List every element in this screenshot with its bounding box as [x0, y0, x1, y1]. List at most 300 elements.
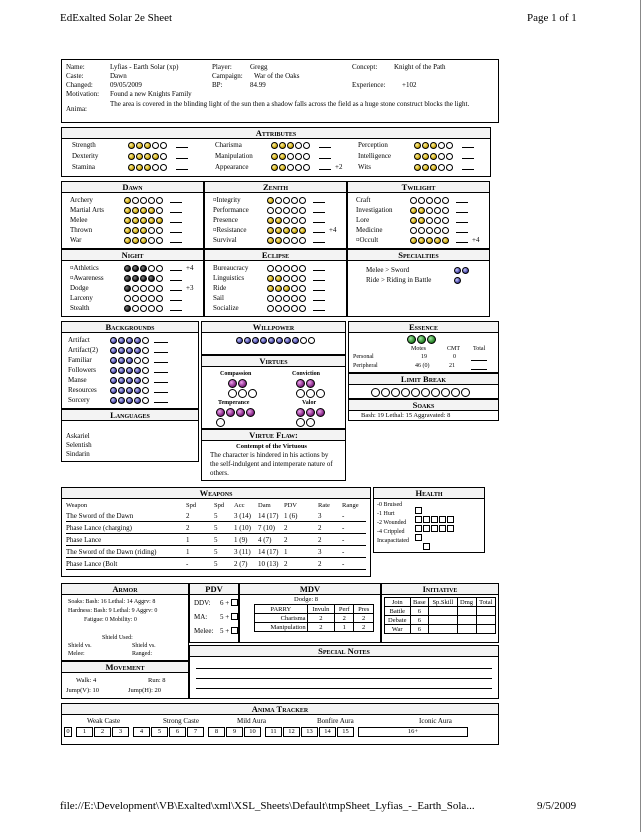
- empty-dot: [371, 388, 380, 397]
- filled-dot: [148, 207, 155, 214]
- attribute-row: [72, 152, 207, 162]
- empty-dot: [434, 197, 441, 204]
- empty-dot: [275, 265, 282, 272]
- empty-dot: [451, 388, 460, 397]
- attribute-bonus-line: [462, 163, 474, 170]
- attribute-label: Stamina: [72, 163, 95, 171]
- health-box: [439, 525, 446, 532]
- ability-label: Stealth: [70, 304, 90, 312]
- ability-dots: [124, 275, 163, 282]
- filled-dot: [118, 377, 125, 384]
- filled-dot: [126, 347, 133, 354]
- filled-dot: [296, 408, 305, 417]
- ability-bonus-line: [313, 284, 325, 291]
- ability-label: Lore: [356, 216, 370, 224]
- ability-row: [70, 206, 200, 216]
- ability-label: Investigation: [356, 206, 393, 214]
- filled-dot: [156, 217, 163, 224]
- empty-dot: [303, 153, 310, 160]
- filled-dot: [296, 379, 305, 388]
- empty-dot: [299, 305, 306, 312]
- ability-row: [213, 304, 343, 314]
- total-label: Total: [473, 346, 486, 352]
- health-label: -4 Crippled: [377, 529, 405, 535]
- anima-tracker-header: Anima Tracker: [62, 704, 498, 715]
- filled-dot: [275, 285, 282, 292]
- mdv-cell: 2: [307, 623, 335, 632]
- filled-dot: [454, 277, 461, 284]
- weapon-cell: 5: [214, 524, 218, 532]
- background-line: [154, 356, 168, 363]
- ability-row: [70, 216, 200, 226]
- init-base: 6: [410, 607, 429, 616]
- ability-row: [213, 236, 343, 246]
- attributes-box: [61, 127, 491, 177]
- filled-dot: [134, 347, 141, 354]
- weapon-cell: Phase Lance: [66, 536, 102, 544]
- attribute-dots: [271, 153, 310, 160]
- ability-bonus-line: [456, 206, 468, 213]
- soaks-values: Bash: 19 Lethal: 15 Aggravated: 8: [361, 412, 451, 419]
- filled-dot: [140, 207, 147, 214]
- weapon-cell: 5: [214, 548, 218, 556]
- ability-twilight-header: Twilight: [348, 182, 489, 193]
- mdv-col: PARRY: [255, 605, 308, 614]
- empty-dot: [142, 337, 149, 344]
- special-notes-header: Special Notes: [190, 646, 498, 657]
- ability-dots: [267, 295, 306, 302]
- health-boxes: [423, 537, 431, 555]
- filled-dot: [144, 164, 151, 171]
- melee-label: Melee:: [68, 651, 85, 657]
- player-value: Gregg: [250, 63, 268, 71]
- melee-pdv-label: Melee:: [194, 627, 214, 635]
- ability-row: [213, 264, 343, 274]
- ddv-label: DDV:: [194, 599, 211, 607]
- attribute-dots: [271, 164, 310, 171]
- health-label: -2 Wounded: [377, 520, 407, 526]
- health-box: [373, 487, 485, 553]
- essence-box: [348, 321, 499, 373]
- ability-bonus-line: [170, 284, 182, 291]
- peripheral-cmt: 21: [449, 363, 455, 369]
- armor-box: [61, 583, 189, 661]
- empty-dot: [299, 265, 306, 272]
- shield-vs-ranged: Shield vs.: [132, 643, 156, 649]
- empty-dot: [442, 207, 449, 214]
- ability-bonus-line: [313, 196, 325, 203]
- attribute-dots: [414, 142, 453, 149]
- ability-row: [356, 236, 486, 246]
- filled-dot: [414, 153, 421, 160]
- ability-eclipse-box: [204, 249, 347, 317]
- peripheral-label: Peripheral: [353, 363, 378, 369]
- valor-label: Valor: [302, 400, 317, 406]
- empty-dot: [418, 197, 425, 204]
- weapon-cell: 3: [318, 548, 322, 556]
- changed-value: 09/05/2009: [110, 81, 142, 89]
- specialty-dots: [454, 267, 469, 274]
- ability-label: Presence: [213, 216, 238, 224]
- filled-dot: [275, 275, 282, 282]
- empty-dot: [316, 389, 325, 398]
- filled-dot: [410, 217, 417, 224]
- attribute-label: Charisma: [215, 141, 242, 149]
- anima-tracker-box: [61, 703, 499, 745]
- jumpv-value: Jump(V): 10: [66, 687, 100, 694]
- empty-dot: [283, 197, 290, 204]
- ability-row: [70, 236, 200, 246]
- ability-row: [213, 274, 343, 284]
- filled-dot: [418, 207, 425, 214]
- weapon-cell: The Sword of the Dawn (riding): [66, 548, 157, 556]
- languages-header: Languages: [62, 410, 198, 421]
- filled-dot: [134, 387, 141, 394]
- filled-dot: [216, 408, 225, 417]
- ability-label: Larceny: [70, 294, 93, 302]
- caste-label: Caste:: [66, 72, 84, 80]
- anima-cell: 3: [112, 727, 129, 737]
- anima-level-label: Weak Caste: [87, 717, 121, 725]
- filled-dot: [148, 217, 155, 224]
- conviction-empty: [296, 389, 325, 398]
- ability-dots: [124, 265, 163, 272]
- filled-dot: [126, 357, 133, 364]
- empty-dot: [142, 367, 149, 374]
- weapon-col-header: Spd: [214, 502, 225, 509]
- ability-bonus-line: [313, 236, 325, 243]
- ability-dots: [267, 237, 306, 244]
- ability-label: Linguistics: [213, 274, 245, 282]
- filled-dot: [124, 305, 131, 312]
- attribute-row: [358, 152, 493, 162]
- empty-dot: [291, 295, 298, 302]
- jumph-value: Jump(H): 20: [128, 687, 162, 694]
- attribute-bonus-line: [462, 141, 474, 148]
- ability-dots: [124, 217, 163, 224]
- ability-dots: [267, 305, 306, 312]
- empty-dot: [291, 217, 298, 224]
- empty-dot: [148, 197, 155, 204]
- empty-dot: [142, 377, 149, 384]
- initiative-box: [381, 583, 499, 643]
- weapon-col-header: Dam: [258, 502, 271, 509]
- attribute-bonus-line: [176, 152, 188, 159]
- ability-dots: [267, 227, 306, 234]
- empty-dot: [299, 207, 306, 214]
- filled-dot: [110, 367, 117, 374]
- filled-dot: [128, 153, 135, 160]
- name-label: Name:: [66, 63, 85, 71]
- anima-level-label: Strong Caste: [163, 717, 199, 725]
- ranged-label: Ranged:: [132, 651, 152, 657]
- empty-dot: [142, 357, 149, 364]
- filled-dot: [422, 164, 429, 171]
- background-line: [154, 346, 168, 353]
- filled-dot: [246, 408, 255, 417]
- ability-bonus-line: [456, 236, 468, 243]
- init-col: Base: [410, 598, 429, 607]
- ability-row: [70, 196, 200, 206]
- ability-bonus-line: [170, 196, 182, 203]
- filled-dot: [140, 227, 147, 234]
- virtue-flaw-name: Contempt of the Virtuous: [236, 443, 307, 450]
- ability-dots: [124, 295, 163, 302]
- page-number: Page 1 of 1: [527, 12, 577, 24]
- empty-dot: [287, 164, 294, 171]
- weapon-row-line: [66, 569, 366, 570]
- anima-cell: 2: [94, 727, 111, 737]
- anima-label: Anima:: [66, 105, 87, 113]
- temperance-label: Temperance: [218, 400, 250, 406]
- weapon-cell: 2: [284, 536, 288, 544]
- attribute-bonus-line: [176, 163, 188, 170]
- empty-dot: [299, 275, 306, 282]
- health-header: Health: [374, 488, 484, 499]
- specialty-dots: [454, 277, 461, 284]
- weapon-cell: 3: [318, 512, 322, 520]
- weapon-cell: 2: [318, 536, 322, 544]
- filled-dot: [136, 153, 143, 160]
- virtue-flaw-text: The character is hindered in his actions by the self-indulgent and intemperate nature of others.: [210, 451, 333, 477]
- attribute-row: [72, 163, 207, 173]
- background-line: [154, 396, 168, 403]
- ability-label: Thrown: [70, 226, 93, 234]
- filled-dot: [271, 153, 278, 160]
- filled-dot: [267, 227, 274, 234]
- empty-dot: [132, 285, 139, 292]
- filled-dot: [430, 153, 437, 160]
- background-label: Sorcery: [68, 396, 90, 404]
- health-box: [423, 525, 430, 532]
- language-item: Selentish: [66, 441, 92, 449]
- filled-dot: [134, 367, 141, 374]
- empty-dot: [421, 388, 430, 397]
- ability-label: Socialize: [213, 304, 239, 312]
- ability-row: [356, 206, 486, 216]
- filled-dot: [299, 227, 306, 234]
- anima-cell: 9: [226, 727, 243, 737]
- ability-row: [213, 284, 343, 294]
- armor-hardness: Hardness: Bash: 9 Lethal: 9 Aggrv: 0: [68, 608, 158, 614]
- filled-dot: [124, 207, 131, 214]
- empty-dot: [140, 285, 147, 292]
- attribute-label: Intelligence: [358, 152, 392, 160]
- background-line: [154, 336, 168, 343]
- weapon-row-line: [66, 557, 366, 558]
- ability-dots: [410, 207, 449, 214]
- weapon-cell: 1: [186, 548, 190, 556]
- background-dots: [110, 367, 149, 374]
- ability-bonus-line: [313, 304, 325, 311]
- background-line: [154, 376, 168, 383]
- empty-dot: [442, 227, 449, 234]
- ability-dots: [124, 207, 163, 214]
- weapon-cell: 3 (11): [234, 548, 251, 556]
- ability-bonus-line: [170, 236, 182, 243]
- background-dots: [110, 357, 149, 364]
- empty-dot: [308, 337, 315, 344]
- ability-zenith-header: Zenith: [205, 182, 346, 193]
- empty-dot: [156, 295, 163, 302]
- ability-dots: [267, 285, 306, 292]
- filled-dot: [118, 337, 125, 344]
- filled-dot: [126, 387, 133, 394]
- mdv-cell: Manipulation: [255, 623, 308, 632]
- empty-dot: [291, 285, 298, 292]
- attribute-bonus-line: [319, 141, 331, 148]
- filled-dot: [244, 337, 251, 344]
- empty-dot: [306, 389, 315, 398]
- empty-dot: [438, 153, 445, 160]
- empty-dot: [248, 389, 257, 398]
- empty-dot: [426, 227, 433, 234]
- empty-dot: [156, 285, 163, 292]
- virtue-flaw-header: Virtue Flaw:: [202, 430, 345, 441]
- weapon-cell: Phase Lance (charging): [66, 524, 132, 532]
- ability-bonus-line: [313, 226, 325, 233]
- filled-dot: [267, 197, 274, 204]
- weapon-col-header: Range: [342, 502, 359, 509]
- ability-label: Survival: [213, 236, 237, 244]
- experience-label: Experience:: [352, 81, 386, 89]
- ability-dawn-header: Dawn: [62, 182, 203, 193]
- filled-dot: [426, 237, 433, 244]
- ability-bonus-line: [170, 264, 182, 271]
- attribute-row: [358, 141, 493, 151]
- weapon-cell: Phase Lance (Bolt: [66, 560, 118, 568]
- empty-dot: [216, 418, 225, 427]
- empty-dot: [267, 265, 274, 272]
- personal-cmt: 0: [453, 354, 456, 360]
- ability-dawn-box: [61, 181, 204, 249]
- filled-dot: [132, 237, 139, 244]
- empty-dot: [160, 164, 167, 171]
- filled-dot: [271, 164, 278, 171]
- anima-cell: 15: [337, 727, 354, 737]
- empty-dot: [156, 275, 163, 282]
- ability-row: [356, 216, 486, 226]
- anima-cell: 6: [169, 727, 186, 737]
- ability-dots: [267, 197, 306, 204]
- empty-dot: [140, 305, 147, 312]
- filled-dot: [430, 142, 437, 149]
- empty-dot: [381, 388, 390, 397]
- empty-dot: [299, 217, 306, 224]
- health-label: -1 Hurt: [377, 511, 395, 517]
- filled-dot: [126, 397, 133, 404]
- empty-dot: [142, 347, 149, 354]
- ability-row: [356, 226, 486, 236]
- virtues-header: Virtues: [202, 356, 345, 367]
- mdv-table: [254, 604, 374, 632]
- attribute-bonus-line: [462, 152, 474, 159]
- empty-dot: [295, 142, 302, 149]
- weapon-col-header: PDV: [284, 502, 298, 509]
- footer-path: file://E:\Development\VB\Exalted\xml\XSL_Sheets\Default\tmpSheet_Lyfias_-_Earth_Sola...: [60, 800, 475, 812]
- filled-dot: [462, 267, 469, 274]
- ability-zenith-box: [204, 181, 347, 249]
- weapon-cell: 2: [318, 524, 322, 532]
- ability-label: ¤Resistance: [213, 226, 247, 234]
- attribute-row: [215, 163, 350, 173]
- filled-dot: [124, 217, 131, 224]
- empty-dot: [275, 207, 282, 214]
- filled-dot: [134, 397, 141, 404]
- empty-dot: [160, 153, 167, 160]
- empty-dot: [300, 337, 307, 344]
- filled-dot: [132, 275, 139, 282]
- attribute-label: Strength: [72, 141, 96, 149]
- empty-dot: [156, 305, 163, 312]
- filled-dot: [407, 335, 416, 344]
- movement-header: Movement: [62, 662, 188, 673]
- empty-dot: [156, 265, 163, 272]
- ability-row: [70, 274, 200, 284]
- filled-dot: [410, 207, 417, 214]
- ability-twilight-box: [347, 181, 490, 249]
- ability-dots: [267, 275, 306, 282]
- health-box: [447, 525, 454, 532]
- ability-dots: [410, 217, 449, 224]
- health-box: [415, 534, 422, 541]
- weapon-row-line: [66, 545, 366, 546]
- init-col: Dmg: [457, 598, 476, 607]
- ability-bonus-line: [170, 304, 182, 311]
- attribute-row: [215, 141, 350, 151]
- empty-dot: [438, 164, 445, 171]
- experience-value: +102: [402, 81, 417, 89]
- shield-vs-melee: Shield vs.: [68, 643, 92, 649]
- language-item: Askariel: [66, 432, 90, 440]
- filled-dot: [442, 237, 449, 244]
- name-value: Lyfias - Earth Solar (xp): [110, 63, 179, 71]
- concept-value: Knight of the Path: [394, 63, 446, 71]
- weapon-cell: 5: [214, 536, 218, 544]
- empty-dot: [446, 142, 453, 149]
- background-dots: [110, 347, 149, 354]
- weapon-cell: 4 (7): [258, 536, 272, 544]
- filled-dot: [268, 337, 275, 344]
- empty-dot: [291, 305, 298, 312]
- attribute-label: Dexterity: [72, 152, 99, 160]
- campaign-value: War of the Oaks: [254, 72, 300, 80]
- ability-bonus: +4: [472, 236, 480, 244]
- filled-dot: [238, 379, 247, 388]
- filled-dot: [118, 357, 125, 364]
- ability-bonus-line: [170, 216, 182, 223]
- weapon-cell: 5: [214, 560, 218, 568]
- weapon-cell: 2: [318, 560, 322, 568]
- filled-dot: [110, 387, 117, 394]
- anima-cell: 1: [76, 727, 93, 737]
- attribute-label: Appearance: [215, 163, 249, 171]
- anima-cell: 13: [301, 727, 318, 737]
- anima-cell: 7: [187, 727, 204, 737]
- filled-dot: [260, 337, 267, 344]
- mdv-box: [239, 583, 381, 643]
- filled-dot: [134, 337, 141, 344]
- ability-bonus-line: [170, 274, 182, 281]
- filled-dot: [275, 227, 282, 234]
- weapon-col-header: Spd: [186, 502, 197, 509]
- init-col: Join: [385, 598, 411, 607]
- filled-dot: [427, 335, 436, 344]
- empty-dot: [148, 237, 155, 244]
- filled-dot: [275, 217, 282, 224]
- ability-bonus-line: [313, 206, 325, 213]
- weapon-cell: 1 (9): [234, 536, 248, 544]
